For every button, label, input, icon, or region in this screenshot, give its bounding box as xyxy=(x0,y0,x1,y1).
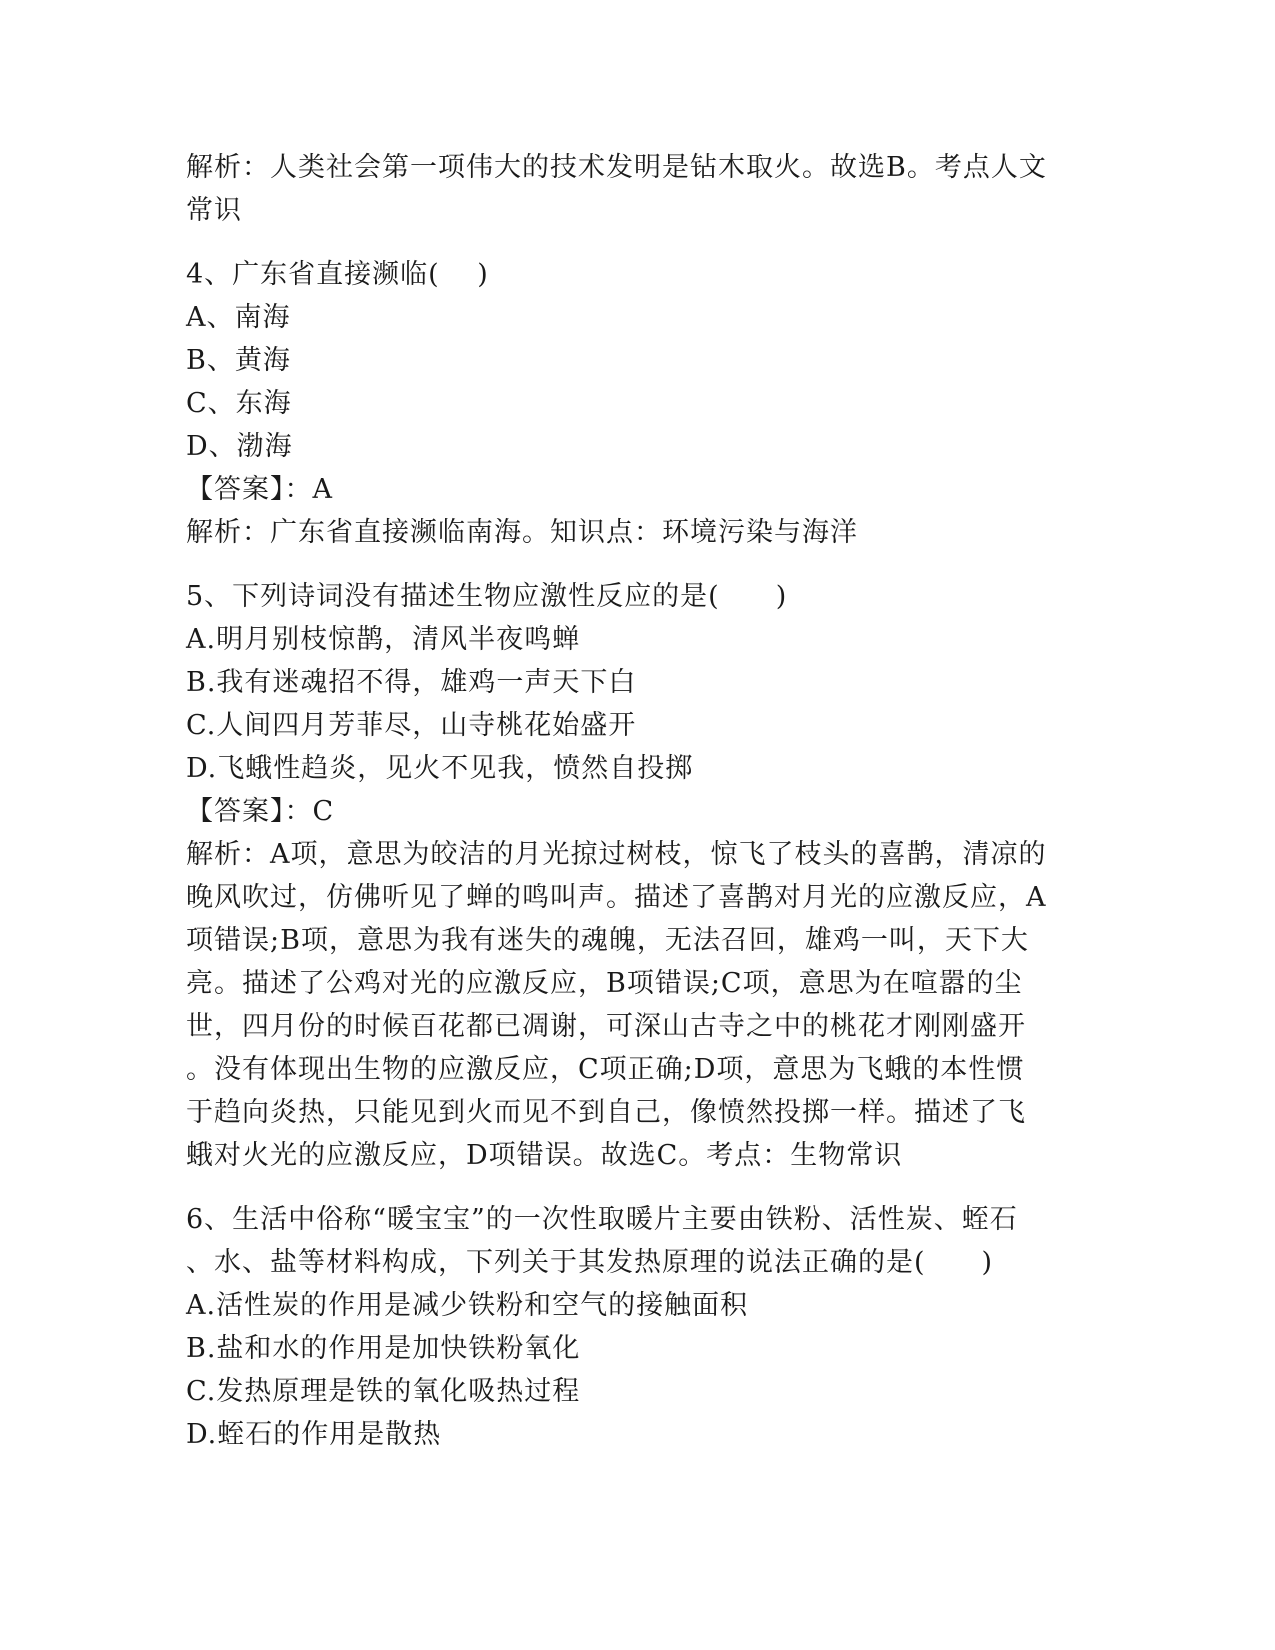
analysis-line: 解析：人类社会第一项伟大的技术发明是钻木取火。故选B。考点人文 xyxy=(186,152,1047,183)
option-a: A.明月别枝惊鹊，清风半夜鸣蝉 xyxy=(186,624,581,655)
answer-label: 【答案】：A xyxy=(186,474,333,505)
analysis-line: 解析：广东省直接濒临南海。知识点：环境污染与海洋 xyxy=(186,517,858,548)
option-b: B.我有迷魂招不得，雄鸡一声天下白 xyxy=(186,667,637,698)
option-d: D.飞蛾性趋炎，见火不见我，愤然自投掷 xyxy=(186,753,694,784)
analysis-line: 于趋向炎热，只能见到火而见不到自己，像愤然投掷一样。描述了飞 xyxy=(186,1097,1026,1128)
question-6 xyxy=(186,1198,1086,1456)
question-3-analysis xyxy=(186,146,1086,232)
analysis-line: 解析：A项，意思为皎洁的月光掠过树枝，惊飞了枝头的喜鹊，清凉的 xyxy=(186,839,1047,870)
option-d: D、渤海 xyxy=(186,431,293,462)
option-a: A、南海 xyxy=(186,302,291,333)
question-text: 5、下列诗词没有描述生物应激性反应的是( ) xyxy=(186,581,788,612)
option-b: B、黄海 xyxy=(186,345,291,376)
analysis-line: 项错误;B项，意思为我有迷失的魂魄，无法召回，雄鸡一叫，天下大 xyxy=(186,925,1029,956)
analysis-line: 亮。描述了公鸡对光的应激反应，B项错误;C项，意思为在喧嚣的尘 xyxy=(186,968,1023,999)
question-text: 、水、盐等材料构成，下列关于其发热原理的说法正确的是( ) xyxy=(186,1247,994,1278)
analysis-line: 世，四月份的时候百花都已凋谢，可深山古寺之中的桃花才刚刚盛开 xyxy=(186,1011,1026,1042)
option-c: C、东海 xyxy=(186,388,292,419)
question-text: 4、广东省直接濒临( ) xyxy=(186,259,489,290)
analysis-line: 蛾对火光的应激反应，D项错误。故选C。考点：生物常识 xyxy=(186,1140,903,1171)
question-text: 6、生活中俗称“暖宝宝”的一次性取暖片主要由铁粉、活性炭、蛭石 xyxy=(186,1204,1018,1235)
document-page xyxy=(186,146,1086,1456)
option-c: C.人间四月芳菲尽，山寺桃花始盛开 xyxy=(186,710,637,741)
option-a: A.活性炭的作用是减少铁粉和空气的接触面积 xyxy=(186,1290,749,1321)
question-5 xyxy=(186,575,1086,1177)
analysis-line: 常识 xyxy=(186,195,242,226)
analysis-line: 。没有体现出生物的应激反应，C项正确;D项，意思为飞蛾的本性惯 xyxy=(186,1054,1025,1085)
option-b: B.盐和水的作用是加快铁粉氧化 xyxy=(186,1333,581,1364)
question-4 xyxy=(186,253,1086,554)
answer-label: 【答案】：C xyxy=(186,796,335,827)
option-d: D.蛭石的作用是散热 xyxy=(186,1419,442,1450)
analysis-line: 晚风吹过，仿佛听见了蝉的鸣叫声。描述了喜鹊对月光的应激反应，A xyxy=(186,882,1047,913)
option-c: C.发热原理是铁的氧化吸热过程 xyxy=(186,1376,581,1407)
